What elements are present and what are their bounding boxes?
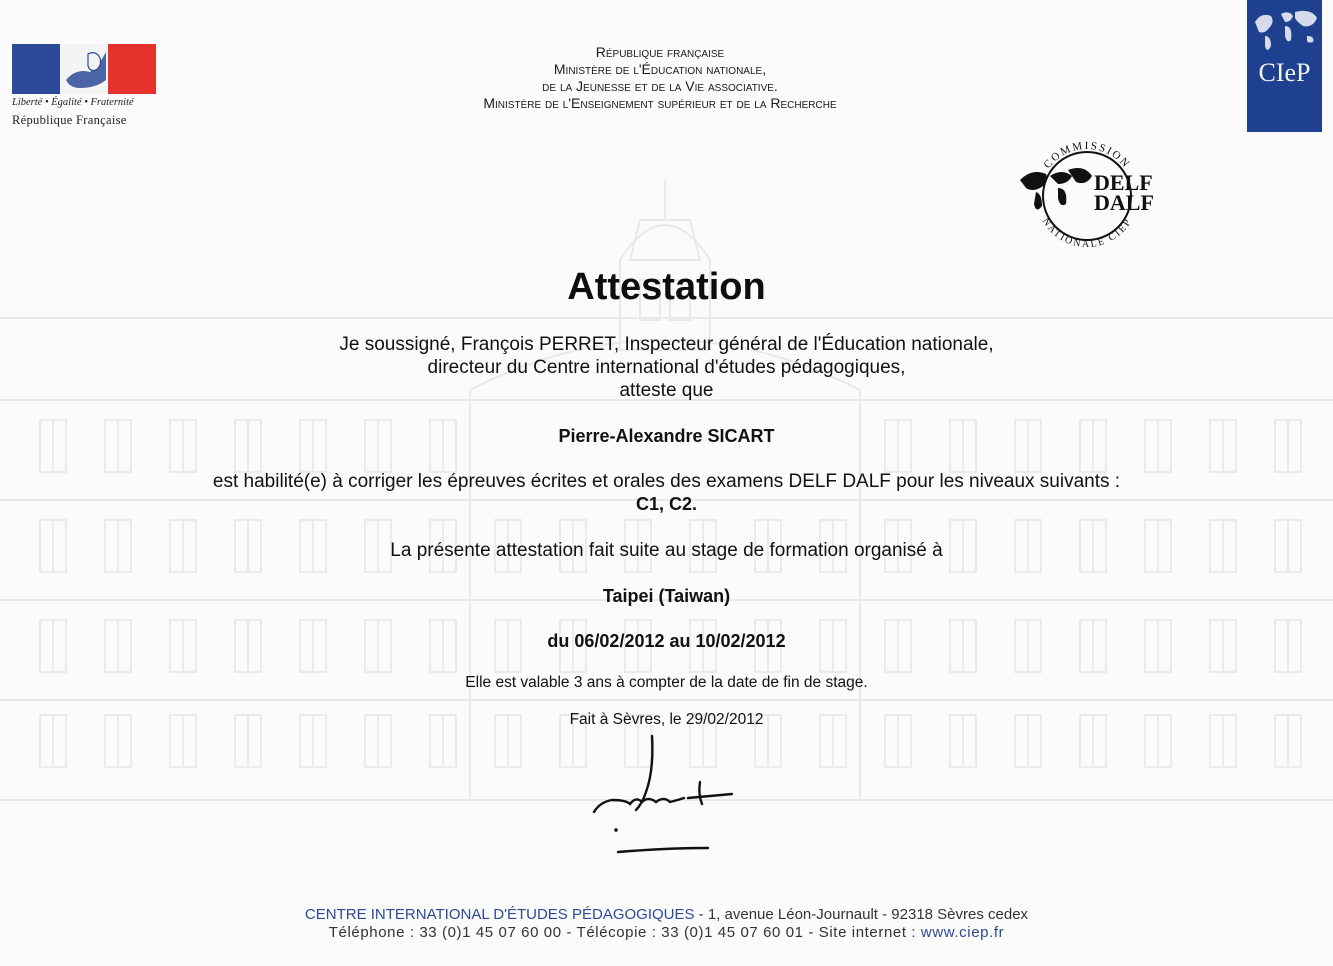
ciep-label: CIeP — [1258, 58, 1311, 87]
levels: C1, C2. — [635, 494, 698, 514]
seal-dalf: DALF — [1094, 190, 1154, 215]
seal-delf: DELF — [1094, 170, 1153, 195]
delf-dalf-seal — [1012, 130, 1162, 258]
place-date: Fait à Sèvres, le 29/02/2012 — [569, 711, 764, 728]
dates: du 06/02/2012 au 10/02/2012 — [547, 631, 786, 651]
intro-line-3: atteste que — [619, 380, 714, 401]
ministry-header — [380, 44, 940, 112]
ciep-logo — [1247, 0, 1322, 132]
ministry-line: de la Jeunesse et de la Vie associative. — [542, 78, 778, 94]
seal-bottom-text: NATIONALE CIEP — [1039, 216, 1135, 251]
republique-francaise-logo — [12, 44, 158, 128]
document-title: Attestation — [567, 266, 766, 308]
rf-motto: Liberté • Égalité • Fraternité — [12, 97, 134, 108]
seal-world-map-icon — [1020, 168, 1092, 210]
ministry-line: Ministère de l'Éducation nationale, — [553, 61, 767, 77]
rf-name: République Française — [12, 113, 127, 127]
ministry-line: République française — [595, 44, 725, 60]
intro-line-2: directeur du Centre international d'études pédagogiques, — [427, 357, 906, 378]
footer-address: - 1, avenue Léon-Journault - 92318 Sèvres cedex — [694, 906, 1029, 923]
footer-contact-line — [0, 924, 1333, 941]
ministry-line: Ministère de l'Enseignement supérieur et de la Recherche — [483, 95, 837, 111]
footer-website-link[interactable]: www.ciep.fr — [920, 924, 1005, 941]
footer-contact: Téléphone : 33 (0)1 45 07 60 00 - Télécopie : 33 (0)1 45 07 60 01 - Site internet : — [328, 924, 921, 941]
validity-text: Elle est valable 3 ans à compter de la date de fin de stage. — [465, 674, 868, 691]
stage-text: La présente attestation fait suite au stage de formation organisé à — [390, 540, 943, 561]
habilitation-text: est habilité(e) à corriger les épreuves écrites et orales des examens DELF DALF pour les niveaux suivants : — [212, 471, 1121, 492]
marianne-flag-icon — [12, 44, 156, 94]
location: Taipei (Taiwan) — [602, 586, 731, 606]
handwritten-signature — [586, 730, 746, 860]
person-name: Pierre-Alexandre SICART — [558, 426, 775, 446]
svg-text:NATIONALE CIEP — [1040, 216, 1135, 250]
seal-top-text: COMMISSION — [1041, 139, 1133, 171]
footer-address-line — [0, 906, 1333, 923]
intro-line-1: Je soussigné, François PERRET, Inspecteur général de l'Éducation nationale, — [339, 334, 994, 355]
footer-org: CENTRE INTERNATIONAL D'ÉTUDES PÉDAGOGIQUES — [304, 906, 695, 923]
